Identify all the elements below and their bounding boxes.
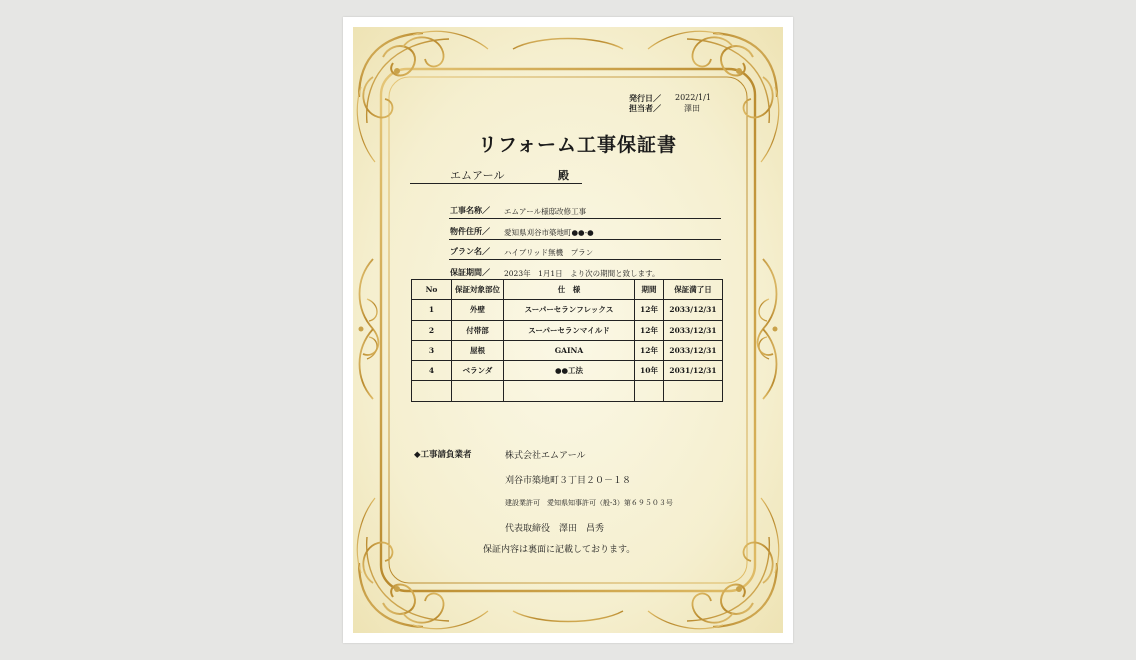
- table-header-cell: 仕 様: [504, 280, 635, 300]
- field-label-work-name: 工事名称／: [450, 205, 490, 215]
- table-cell: 3: [412, 340, 452, 360]
- table-cell: [412, 381, 452, 401]
- field-label-property-address: 物件住所／: [450, 226, 490, 236]
- issue-date-label: 発行日／: [629, 93, 661, 103]
- table-cell: スーパーセランフレックス: [504, 300, 635, 320]
- table-header-row: [412, 280, 723, 300]
- table-cell: 10年: [635, 361, 664, 381]
- issue-date: 2022/1/1: [675, 93, 711, 102]
- table-cell: 2031/12/31: [664, 361, 723, 381]
- table-cell: スーパーセランマイルド: [504, 320, 635, 340]
- certificate-paper: [353, 27, 783, 633]
- table-cell: 外壁: [452, 300, 504, 320]
- table-cell: 付帯部: [452, 320, 504, 340]
- table-header-cell: 保証満了日: [664, 280, 723, 300]
- field-label-plan-name: プラン名／: [450, 246, 490, 256]
- table-row: [412, 340, 723, 360]
- table-cell: [664, 381, 723, 401]
- table-cell: 2: [412, 320, 452, 340]
- table-cell: [452, 381, 504, 401]
- table-row: [412, 320, 723, 340]
- table-cell: GAINA: [504, 340, 635, 360]
- field-underline: [449, 218, 721, 219]
- table-row: [412, 361, 723, 381]
- document-title: リフォーム工事保証書: [478, 134, 678, 156]
- table-cell: ●●工法: [504, 361, 635, 381]
- contractor-company: 株式会社エムアール: [505, 451, 586, 461]
- table-row: [412, 381, 723, 401]
- contractor-address: 刈谷市築地町３丁目２０－１８: [505, 476, 632, 486]
- table-cell: 2033/12/31: [664, 340, 723, 360]
- table-cell: [504, 381, 635, 401]
- field-underline: [449, 259, 721, 260]
- certificate-sheet: [343, 17, 793, 643]
- table-cell: 12年: [635, 300, 664, 320]
- recipient-honorific: 殿: [558, 169, 569, 182]
- table-cell: 2033/12/31: [664, 300, 723, 320]
- table-cell: 屋根: [452, 340, 504, 360]
- contractor-label: ◆工事請負業者: [414, 450, 472, 460]
- table-header-cell: 保証対象部位: [452, 280, 504, 300]
- table-cell: 2033/12/31: [664, 320, 723, 340]
- person-in-charge: 澤田: [684, 104, 700, 113]
- table-cell: 12年: [635, 340, 664, 360]
- warranty-table: [411, 279, 723, 402]
- table-cell: 1: [412, 300, 452, 320]
- table-cell: 12年: [635, 320, 664, 340]
- recipient-underline: [410, 183, 582, 184]
- field-value-property-address: 愛知県刈谷市築地町●●-●: [504, 228, 594, 237]
- table-cell: [635, 381, 664, 401]
- person-in-charge-label: 担当者／: [629, 103, 661, 113]
- table-header-cell: 期間: [635, 280, 664, 300]
- field-underline: [449, 239, 721, 240]
- back-side-note: 保証内容は裏面に記載しております。: [483, 545, 636, 555]
- table-row: [412, 300, 723, 320]
- field-label-warranty-period: 保証期間／: [450, 267, 490, 277]
- field-value-plan-name: ハイブリッド無機 プラン: [504, 248, 594, 257]
- table-cell: ベランダ: [452, 361, 504, 381]
- contractor-license: 建設業許可 愛知県知事許可（般-3）第６９５０３号: [505, 499, 673, 507]
- field-value-warranty-period: 2023年 1月1日 より次の期間と致します。: [504, 269, 660, 278]
- contractor-representative: 代表取締役 澤田 昌秀: [505, 524, 605, 534]
- table-header-cell: No: [412, 280, 452, 300]
- field-value-work-name: エムアール様邸改修工事: [504, 207, 587, 216]
- table-cell: 4: [412, 361, 452, 381]
- recipient-name: エムアール: [450, 169, 505, 182]
